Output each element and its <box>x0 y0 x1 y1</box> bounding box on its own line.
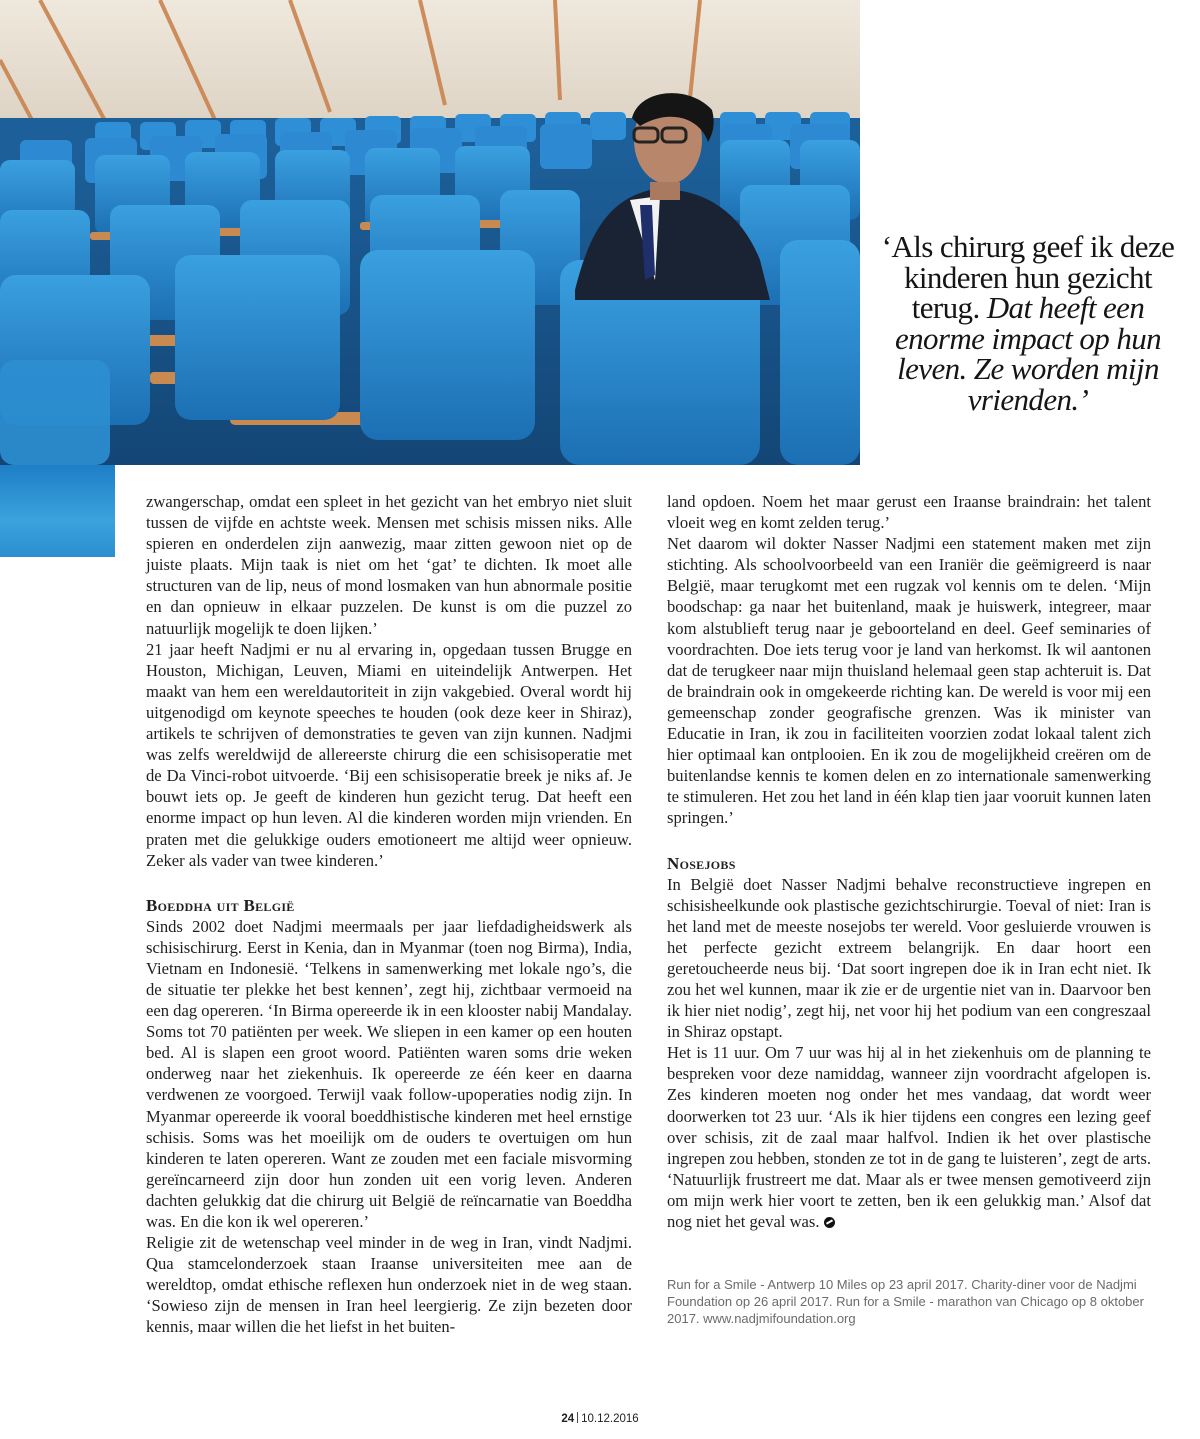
issue-date: 10.12.2016 <box>581 1413 639 1425</box>
page-number: 24 <box>561 1413 575 1425</box>
photo-seat-extension <box>0 465 115 557</box>
left-column <box>146 491 632 1338</box>
pull-quote <box>870 229 1186 417</box>
right-column <box>667 491 1151 1232</box>
paragraph: In België doet Nasser Nadjmi behalve reconstructieve ingrepen en schisisheelkunde ook plastische gezichtschirurgie. Toeval of niet: Iran is het land met de meeste nosejobs ter wereld. Voor gesluierde vrouwen is het perfecte gezicht extreem belangrijk. En daar hoort een geretoucheerde neus bij. ‘Dat soort ingrepen doe ik in Iran echt niet. Ik zou het wel kunnen, maar ik zie er de urgentie niet van in. Daarvoor ben ik hier niet nodig’, zegt hij, net voor hij het podium van een congreszaal in Shiraz opstapt. <box>667 874 1151 1042</box>
paragraph: Net daarom wil dokter Nasser Nadjmi een statement maken met zijn stichting. Als schoolvoorbeeld van een Iraniër die geëmigreerd is naar België, maar terugkomt met een rugzak vol kennis om te delen. ‘Mijn boodschap: ga naar het buitenland, maak je huiswerk, integreer, maar kom alstublieft terug naar je geboorteland en deel. Geef seminaries of voordrachten. Doe iets terug voor je land van herkomst. Ik wil aantonen dat de terugkeer naar mijn thuisland helemaal geen stap achteruit is. Dat de braindrain ook in omgekeerde richting kan. De wereld is voor mij een gemeenschap zonder geografische grenzen. Was ik minister van Educatie in Iran, ik zou in faciliteiten voorzien zodat lokaal talent zich hier optimaal kan ontplooien. En ik zou de mogelijkheid creëren om de buitenlandse kennis te komen delen en zo internationale samenwerking te stimuleren. Het zou het land in één klap tien jaar vooruit kunnen laten springen.’ <box>667 534 1151 828</box>
paragraph: land opdoen. Noem het maar gerust een Iraanse braindrain: het talent vloeit weg en komt zelden terug.’ <box>667 492 1151 533</box>
paragraph: Sinds 2002 doet Nadjmi meermaals per jaar liefdadigheidswerk als schisischirurg. Eerst in Kenia, dan in Myanmar (toen nog Birma), India, Vietnam en Indonesië. ‘Telkens in samenwerking met lokale ngo’s, die de situatie ter plekke het best kennen’, zegt hij, zichtbaar vermoeid na een dag opereren. ‘In Birma opereerde ik in een klooster nabij Mandalay. Soms tot 70 patiënten per week. We sliepen in een kamer op een houten bed. Al is slapen een groot woord. Patiënten waren soms drie weken onderweg naar het ziekenhuis. Ik opereerde ze één keer en daarna verdwenen ze voorgoed. Terwijl vaak follow-upoperaties nodig zijn. In Myanmar opereerde ik vooral boeddhistische kinderen met heel ernstige schisis. Soms was het moeilijk om de ouders te overtuigen om hun kinderen te laten opereren. Want ze zouden met een faciale misvorming gereïncarneerd zijn door hun zonden uit een vorig leven. Anderen dachten gelukkig dat die chirurg uit België de reïncarnatie van Boeddha was. En die kon ik wel opereren.’ <box>146 916 632 1231</box>
paragraph-final <box>667 1042 1151 1232</box>
subheading: Nosejobs <box>667 853 736 873</box>
pull-quote-italic: Dat heeft een enorme impact op hun leven. Ze worden mijn vrienden.’ <box>894 290 1162 417</box>
subheading: Boeddha uit België <box>146 895 295 915</box>
paragraph: 21 jaar heeft Nadjmi er nu al ervaring in, opgedaan tussen Brugge en Houston, Michigan, Leuven, Miami en uiteindelijk Antwerpen. Het maakt van hem een wereldautoriteit in zijn vakgebied. Overal wordt hij uitgenodigd om keynote speeches te houden (ook deze keer in Shiraz), artikels te schrijven of demonstraties te geven van zijn kunnen. Nadjmi was zelfs wereldwijd de allereerste chirurg die een schisisoperatie met de Da Vinci-robot uitvoerde. ‘Bij een schisisoperatie breek je niks af. Je bouwt iets op. Je geeft de kinderen hun gezicht terug. Dat heeft een enorme impact op hun leven. Al die kinderen worden mijn vrienden. En praten met die gelukkige ouders emotioneert me altijd weer opnieuw. Zeker als vader van twee kinderen.’ <box>146 639 632 870</box>
pull-quote-roman: ‘Als chirurg geef ik deze kinderen hun gezicht terug. <box>881 229 1175 325</box>
paragraph: Religie zit de wetenschap veel minder in de weg in Iran, vindt Nadjmi. Qua stamcelonderzoek staan Iraanse universiteiten mee aan de wereldtop, omdat ethische reflexen hun onderzoek niet in de weg staan. ‘Sowieso zijn de mensen in Iran heel leergierig. Ze zijn bezeten door kennis, maar willen die het liefst in het buiten- <box>146 1233 632 1337</box>
page-folio <box>0 1412 1200 1425</box>
paragraph: zwangerschap, omdat een spleet in het gezicht van het embryo niet sluit tussen de vijfde en achtste week. Mensen met schisis missen niks. Alle spieren en onderdelen zijn aanwezig, maar zitten gewoon niet op de juiste plaats. Mijn taak is niet om het ‘gat’ te dichten. Ik moet alle structuren van de lip, neus of mond losmaken van hun abnormale positie en dan opnieuw in elkaar puzzelen. De kunst is om die puzzel zo natuurlijk mogelijk te doen lijken.’ <box>146 492 632 638</box>
auditorium-photo <box>0 0 860 465</box>
auditorium-illustration <box>0 0 860 465</box>
event-footnote: Run for a Smile - Antwerp 10 Miles op 23 april 2017. Charity-diner voor de Nadjmi Foundation op 26 april 2017. Run for a Smile - marathon van Chicago op 8 oktober 2017. www.nadjmifoundation.org <box>667 1277 1144 1326</box>
paragraph-final-text: Het is 11 uur. Om 7 uur was hij al in het ziekenhuis om de planning te bespreken voor deze namiddag, wanneer zijn voordracht afgelopen is. Zes kinderen moeten nog onder het mes vandaag, dat wordt weer doorwerken tot 23 uur. ‘Als ik hier tijdens een congres een lezing geef over schisis, zit de zaal maar halfvol. Indien ik het over plastische ingrepen zou hebben, stonden ze tot in de gang te luisteren’, zegt de arts. ‘Natuurlijk frustreert me dat. Maar als er twee mensen gemotiveerd zijn om mijn werk hier voort te zetten, ben ik een gelukkig man.’ Alsof dat nog niet het geval was. <box>667 1043 1151 1231</box>
end-mark-icon <box>824 1217 835 1228</box>
folio-divider <box>577 1412 578 1423</box>
